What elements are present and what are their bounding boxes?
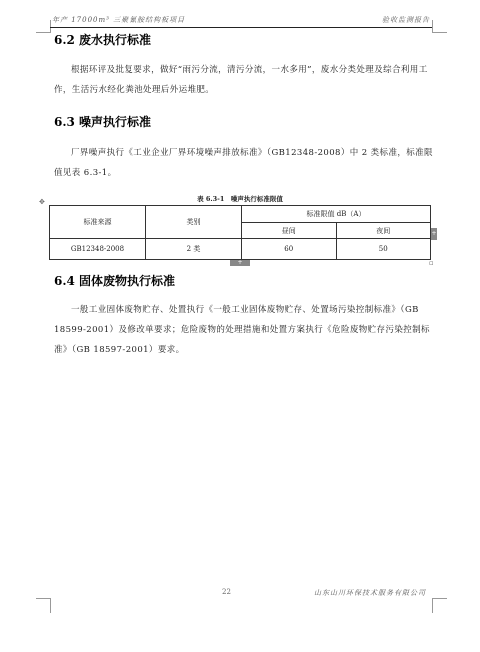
table-move-handle-icon[interactable]: ✥ <box>39 198 45 206</box>
cell-source: GB12348-2008 <box>50 239 146 260</box>
page-header <box>50 13 432 28</box>
crop-mark-bottom-right <box>432 598 447 613</box>
cell-category: 2 类 <box>146 239 242 260</box>
wastewater-text: 根据环评及批复要求，做好“雨污分流，清污分流，一水多用”，废水分类处理及综合利用工作，生活污水经化粪池处理后外运堆肥。 <box>54 65 428 95</box>
cell-day: 60 <box>242 239 337 260</box>
header-cell-day: 昼间 <box>242 223 337 239</box>
section-heading-solid-waste: 6.4 固体废物执行标准 <box>54 274 176 288</box>
header-project-title: 年产 17000m³ 三聚氰胺结构板项目 <box>52 16 186 24</box>
cell-night: 50 <box>336 239 431 260</box>
footer-company: 山东山川环保技术服务有限公司 <box>314 589 426 597</box>
noise-text: 厂界噪声执行《工业企业厂界环境噪声排放标准》（GB12348-2008）中 2 类标准，标准限值见表 6.3-1。 <box>54 148 433 178</box>
header-cell-source: 标准来源 <box>50 206 146 239</box>
section-heading-noise: 6.3 噪声执行标准 <box>54 115 152 129</box>
crop-mark-top-right <box>432 20 447 33</box>
add-column-icon[interactable]: + <box>431 228 437 240</box>
solid-waste-text: 一般工业固体废物贮存、处置执行《一般工业固体废物贮存、处置场污染控制标准》（GB 18599-2001）及修改单要求；危险废物的处理措施和处置方案执行《危险废物贮存污染控制标准》（GB 18597-2001）要求。 <box>54 305 430 355</box>
table-resize-handle-icon[interactable]: ▫ <box>429 259 434 267</box>
section-heading-wastewater: 6.2 废水执行标准 <box>54 33 152 47</box>
page-number: 22 <box>222 588 231 596</box>
table-row <box>50 239 431 260</box>
section-paragraph-wastewater <box>54 60 434 100</box>
section-paragraph-noise <box>54 143 434 183</box>
table-caption: 表 6.3-1 噪声执行标准限值 <box>197 195 283 203</box>
header-cell-category: 类别 <box>146 206 242 239</box>
header-cell-limit: 标准限值 dB（A） <box>242 206 431 223</box>
header-report-title: 验收监测报告 <box>382 16 430 24</box>
add-row-icon[interactable]: + <box>230 260 250 266</box>
noise-standard-table <box>49 205 431 260</box>
crop-mark-top-left <box>36 20 51 33</box>
header-cell-night: 夜间 <box>336 223 431 239</box>
section-paragraph-solid-waste <box>54 300 434 360</box>
crop-mark-bottom-left <box>36 598 51 613</box>
